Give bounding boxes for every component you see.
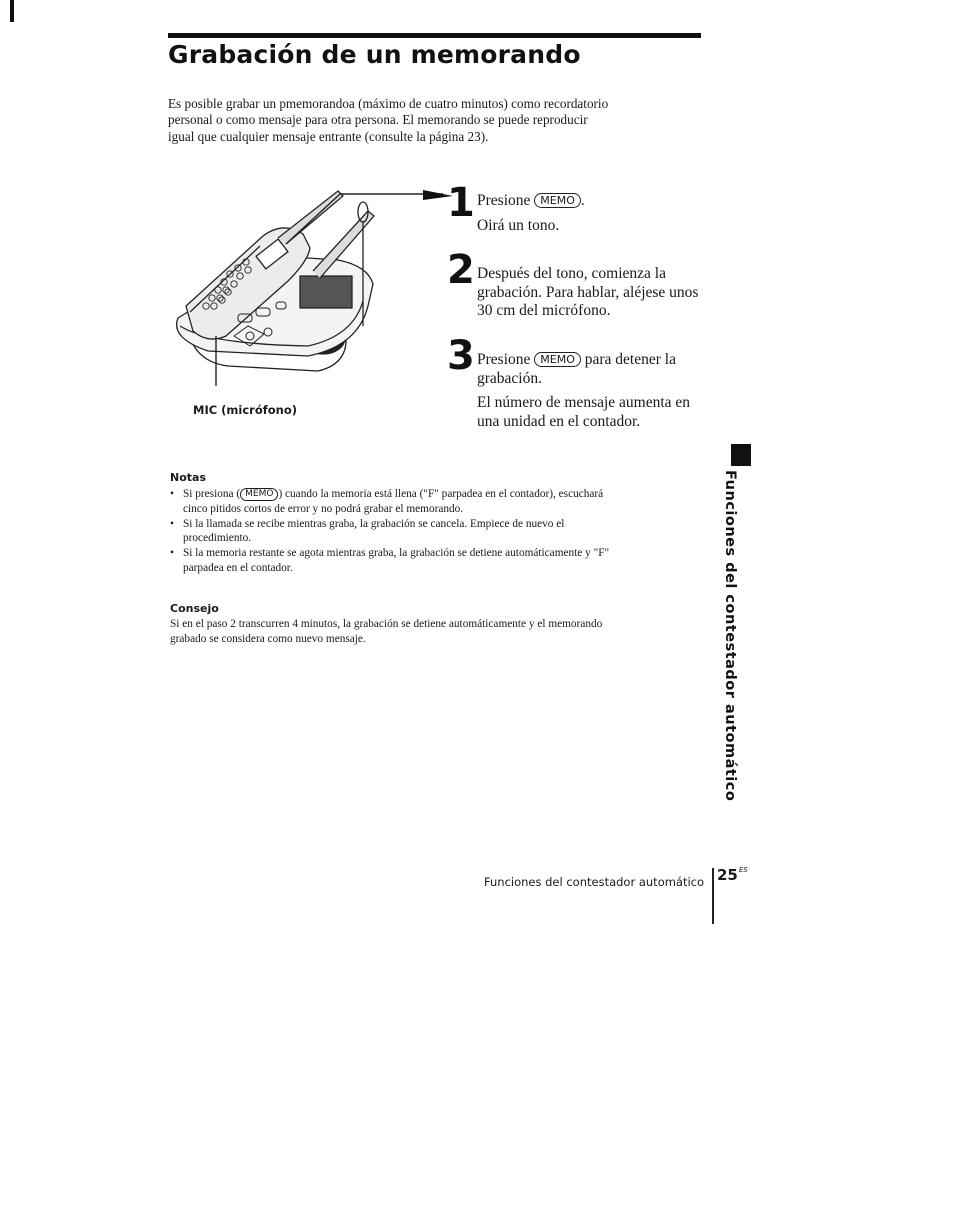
title-rule [168, 33, 701, 38]
footer-section: Funciones del contestador automático [484, 875, 705, 889]
memo-key-icon: MEMO [240, 488, 278, 501]
page-title: Grabación de un memorando [168, 40, 581, 69]
step-number-1: 1 [447, 180, 475, 226]
page-number-value: 25 [717, 866, 738, 884]
page-number [717, 866, 748, 884]
step-2-instruction: Después del tono, comienza la grabación. Para hablar, aléjese unos 30 cm del micrófono. [477, 265, 699, 319]
corner-mark [10, 0, 14, 22]
phone-illustration [168, 186, 453, 386]
notes-list [170, 487, 610, 576]
intro-paragraph: Es posible grabar un pmemorandoa (máximo de cuatro minutos) como recordatorio personal o como mensaje para otra persona. El memorando se puede reproducir igual que cualquier mensaje entrante (consulte la página 23). [168, 96, 609, 144]
side-section-title: Funciones del contestador automático [722, 470, 738, 802]
step-1-instruction [477, 192, 712, 211]
side-title-wrap [720, 470, 740, 802]
list-item: • Si la llamada se recibe mientras graba, la grabación se cancela. Empiece de nuevo el procedimiento. [170, 517, 610, 547]
tip-text: Si en el paso 2 transcurren 4 minutos, la grabación se detiene automáticamente y el memorando grabado se considera como nuevo mensaje. [170, 618, 603, 645]
step-3-result: El número de mensaje aumenta en una unidad en el contador. [477, 394, 691, 430]
note-1-pre: Si presiona [183, 488, 234, 500]
memo-key-icon: MEMO [534, 352, 581, 367]
list-item: • Si la memoria restante se agota mientras graba, la grabación se detiene automáticamente y "F" parpadea en el contador. [170, 546, 610, 576]
tip-heading: Consejo [170, 602, 219, 615]
step-1-pre: Presione [477, 192, 531, 209]
step-1-result: Oirá un tono. [477, 217, 560, 234]
notes-heading: Notas [170, 471, 206, 484]
note-1-post: ) cuando la memoria está llena ("F" parpadea en el contador), escuchará cinco pitidos cortos de error y no podrá grabar el memorando. [183, 488, 604, 515]
section-marker [731, 444, 751, 466]
memo-key-icon: MEMO [534, 193, 581, 208]
footer-divider [712, 868, 714, 924]
step-number-3: 3 [447, 333, 475, 379]
step-number-2: 2 [447, 247, 475, 293]
step-3-post: para detener la grabación. [477, 351, 676, 387]
step-1-post: . [580, 192, 585, 209]
page-number-suffix: ES [738, 866, 748, 874]
mic-label: MIC (micrófono) [193, 403, 297, 417]
step-3-instruction [477, 351, 707, 388]
list-item: • Si presiona ( MEMO ) cuando la memoria está llena ("F" parpadea en el contador), escuchará cinco pitidos cortos de error y no podrá grabar el memorando. [170, 487, 610, 517]
step-3-pre: Presione [477, 351, 531, 368]
